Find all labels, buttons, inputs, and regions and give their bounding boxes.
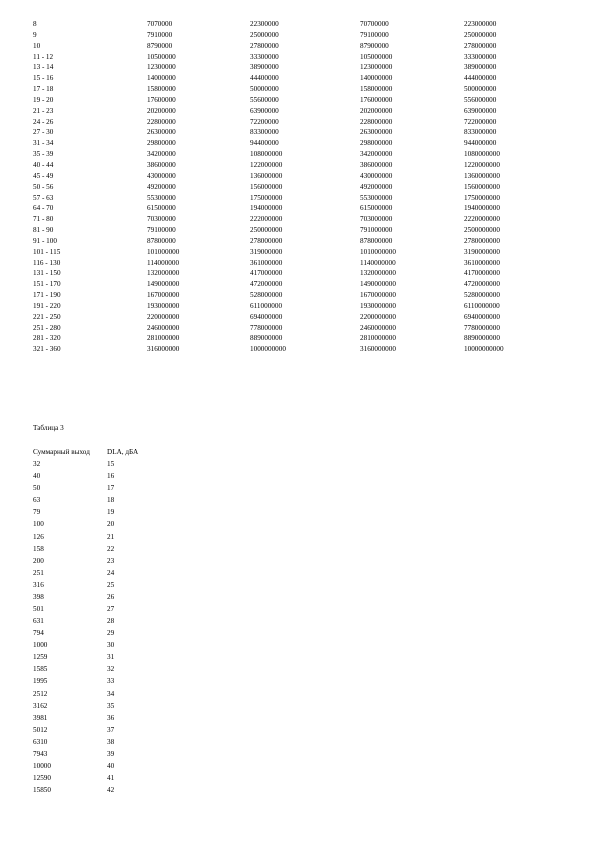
table-row <box>33 760 147 772</box>
table-row <box>33 268 544 279</box>
total-output-cell: 1995 <box>33 677 48 686</box>
range-cell: 191 - 220 <box>33 301 61 310</box>
range-cell: 40 - 44 <box>33 160 54 169</box>
value-cell: 87900000 <box>360 41 389 50</box>
value-cell: 316000000 <box>147 345 180 354</box>
table-row <box>33 531 147 543</box>
value-cell: 4720000000 <box>464 280 500 289</box>
table-row <box>33 470 147 482</box>
range-cell: 101 - 115 <box>33 247 61 256</box>
table-row <box>33 312 544 323</box>
range-cell: 91 - 100 <box>33 236 57 245</box>
table-row <box>33 149 544 160</box>
table-row <box>33 579 147 591</box>
range-cell: 24 - 26 <box>33 117 54 126</box>
value-cell: 500000000 <box>464 85 497 94</box>
value-cell: 722000000 <box>464 117 497 126</box>
value-cell: 223000000 <box>464 20 497 28</box>
total-output-cell: 7943 <box>33 749 48 758</box>
value-cell: 72200000 <box>250 117 279 126</box>
value-cell: 14000000 <box>147 74 176 83</box>
value-cell: 361000000 <box>250 258 283 267</box>
total-output-cell: 200 <box>33 556 44 565</box>
value-cell: 250000000 <box>464 30 497 39</box>
value-cell: 615000000 <box>360 204 393 213</box>
value-cell: 278000000 <box>250 236 283 245</box>
table-row <box>33 160 544 171</box>
dla-cell: 37 <box>107 725 115 734</box>
dla-cell: 26 <box>107 592 115 601</box>
range-cell: 8 <box>33 20 37 28</box>
total-output-cell: 1259 <box>33 653 48 662</box>
table-row <box>33 193 544 204</box>
value-cell: 5280000000 <box>464 291 500 300</box>
value-cell: 342000000 <box>360 150 393 159</box>
value-cell: 167000000 <box>147 291 180 300</box>
value-cell: 6940000000 <box>464 312 500 321</box>
value-cell: 333000000 <box>464 52 497 61</box>
dla-cell: 31 <box>107 653 115 662</box>
value-cell: 220000000 <box>147 312 180 321</box>
table-row <box>33 615 147 627</box>
table-row <box>33 700 147 712</box>
table-row <box>33 62 544 73</box>
value-cell: 55300000 <box>147 193 176 202</box>
total-output-cell: 316 <box>33 580 44 589</box>
value-cell: 3610000000 <box>464 258 500 267</box>
value-cell: 140000000 <box>360 74 393 83</box>
value-cell: 1490000000 <box>360 280 396 289</box>
table-row <box>33 95 544 106</box>
value-cell: 44400000 <box>250 74 279 83</box>
value-cell: 2460000000 <box>360 323 396 332</box>
table-row <box>33 323 544 334</box>
value-cell: 1000000000 <box>250 345 286 354</box>
range-cell: 9 <box>33 30 37 39</box>
dla-cell: 34 <box>107 689 115 698</box>
value-cell: 27800000 <box>250 41 279 50</box>
total-output-cell: 12590 <box>33 774 51 783</box>
value-cell: 2220000000 <box>464 215 500 224</box>
total-output-cell: 63 <box>33 496 41 505</box>
value-cell: 833000000 <box>464 128 497 137</box>
dla-cell: 20 <box>107 520 115 529</box>
value-cell: 105000000 <box>360 52 393 61</box>
table-row <box>33 518 147 530</box>
dla-cell: 27 <box>107 605 115 614</box>
range-cell: 10 <box>33 41 41 50</box>
value-cell: 10000000000 <box>464 345 504 354</box>
dla-cell: 39 <box>107 749 115 758</box>
value-cell: 61500000 <box>147 204 176 213</box>
table-row <box>33 117 544 128</box>
range-cell: 64 - 70 <box>33 204 54 213</box>
dla-cell: 19 <box>107 508 115 517</box>
range-cell: 81 - 90 <box>33 226 54 235</box>
table-row <box>33 290 544 301</box>
value-cell: 611000000 <box>250 301 283 310</box>
value-cell: 2500000000 <box>464 226 500 235</box>
table-row <box>33 41 544 52</box>
table-row <box>33 506 147 518</box>
table-row <box>33 784 147 796</box>
value-cell: 319000000 <box>250 247 283 256</box>
range-cell: 116 - 130 <box>33 258 61 267</box>
value-cell: 38600000 <box>147 160 176 169</box>
value-cell: 778000000 <box>250 323 283 332</box>
value-cell: 8890000000 <box>464 334 500 343</box>
value-cell: 70700000 <box>360 20 389 28</box>
value-cell: 8790000 <box>147 41 173 50</box>
value-cell: 70300000 <box>147 215 176 224</box>
total-output-cell: 5012 <box>33 725 48 734</box>
table-row <box>33 73 544 84</box>
value-cell: 281000000 <box>147 334 180 343</box>
value-cell: 472000000 <box>250 280 283 289</box>
value-cell: 246000000 <box>147 323 180 332</box>
table-row <box>33 591 147 603</box>
range-cell: 221 - 250 <box>33 312 61 321</box>
value-cell: 694000000 <box>250 312 283 321</box>
range-cell: 45 - 49 <box>33 171 54 180</box>
total-output-cell: 398 <box>33 592 44 601</box>
value-cell: 278000000 <box>464 41 497 50</box>
value-cell: 2810000000 <box>360 334 396 343</box>
value-cell: 29800000 <box>147 139 176 148</box>
value-cell: 83300000 <box>250 128 279 137</box>
value-cell: 22800000 <box>147 117 176 126</box>
table-row <box>33 214 544 225</box>
table-row <box>33 333 544 344</box>
dla-cell: 40 <box>107 762 115 771</box>
total-output-cell: 10000 <box>33 762 51 771</box>
dla-cell: 42 <box>107 786 115 795</box>
value-cell: 1750000000 <box>464 193 500 202</box>
table-row <box>33 203 544 214</box>
range-cell: 151 - 170 <box>33 280 61 289</box>
values-table <box>33 19 544 355</box>
value-cell: 12300000 <box>147 63 176 72</box>
total-output-cell: 100 <box>33 520 44 529</box>
total-output-cell: 501 <box>33 605 44 614</box>
dla-cell: 25 <box>107 580 115 589</box>
header-dla-dba: DLA, дБА <box>107 448 139 456</box>
value-cell: 50000000 <box>250 85 279 94</box>
level-table <box>33 446 147 796</box>
value-cell: 878000000 <box>360 236 393 245</box>
total-output-cell: 794 <box>33 629 44 638</box>
table-row <box>33 225 544 236</box>
table-row <box>33 138 544 149</box>
range-cell: 57 - 63 <box>33 193 54 202</box>
range-cell: 19 - 20 <box>33 95 54 104</box>
value-cell: 222000000 <box>250 215 283 224</box>
total-output-cell: 40 <box>33 472 41 481</box>
dla-cell: 33 <box>107 677 115 686</box>
value-cell: 55600000 <box>250 95 279 104</box>
range-cell: 321 - 360 <box>33 345 61 354</box>
dla-cell: 32 <box>107 665 115 674</box>
table-row <box>33 675 147 687</box>
value-cell: 417000000 <box>250 269 283 278</box>
total-output-cell: 631 <box>33 617 44 626</box>
value-cell: 1360000000 <box>464 171 500 180</box>
value-cell: 20200000 <box>147 106 176 115</box>
total-output-cell: 32 <box>33 460 41 469</box>
dla-cell: 28 <box>107 617 115 626</box>
value-cell: 1140000000 <box>360 258 396 267</box>
value-cell: 158000000 <box>360 85 393 94</box>
table-row <box>33 30 544 41</box>
value-cell: 528000000 <box>250 291 283 300</box>
range-cell: 21 - 23 <box>33 106 54 115</box>
value-cell: 94400000 <box>250 139 279 148</box>
range-cell: 131 - 150 <box>33 269 61 278</box>
table-row <box>33 482 147 494</box>
value-cell: 175000000 <box>250 193 283 202</box>
dla-cell: 41 <box>107 774 115 783</box>
total-output-cell: 251 <box>33 568 44 577</box>
value-cell: 1010000000 <box>360 247 396 256</box>
value-cell: 101000000 <box>147 247 180 256</box>
value-cell: 2780000000 <box>464 236 500 245</box>
total-output-cell: 126 <box>33 532 44 541</box>
value-cell: 1930000000 <box>360 301 396 310</box>
value-cell: 889000000 <box>250 334 283 343</box>
value-cell: 7910000 <box>147 30 173 39</box>
range-cell: 281 - 320 <box>33 334 61 343</box>
total-output-cell: 6310 <box>33 737 48 746</box>
value-cell: 34200000 <box>147 150 176 159</box>
value-cell: 3160000000 <box>360 345 396 354</box>
range-cell: 31 - 34 <box>33 139 54 148</box>
value-cell: 176000000 <box>360 95 393 104</box>
dla-cell: 18 <box>107 496 115 505</box>
header-total-output: Суммарный выход <box>33 448 90 456</box>
value-cell: 3190000000 <box>464 247 500 256</box>
table-row <box>33 301 544 312</box>
total-output-cell: 1000 <box>33 641 48 650</box>
total-output-cell: 3981 <box>33 713 48 722</box>
level-table-body <box>33 458 147 796</box>
values-table-body <box>33 19 544 355</box>
dla-cell: 29 <box>107 629 115 638</box>
range-cell: 15 - 16 <box>33 74 54 83</box>
dla-cell: 21 <box>107 532 115 541</box>
value-cell: 1670000000 <box>360 291 396 300</box>
value-cell: 202000000 <box>360 106 393 115</box>
table-row <box>33 651 147 663</box>
table-row <box>33 458 147 470</box>
value-cell: 10500000 <box>147 52 176 61</box>
table-row <box>33 688 147 700</box>
value-cell: 26300000 <box>147 128 176 137</box>
value-cell: 6110000000 <box>464 301 500 310</box>
value-cell: 389000000 <box>464 63 497 72</box>
value-cell: 430000000 <box>360 171 393 180</box>
dla-cell: 36 <box>107 713 115 722</box>
value-cell: 250000000 <box>250 226 283 235</box>
dla-cell: 22 <box>107 544 115 553</box>
table-row <box>33 494 147 506</box>
value-cell: 444000000 <box>464 74 497 83</box>
table-3-caption: Таблица 3 <box>33 424 64 432</box>
range-cell: 11 - 12 <box>33 52 54 61</box>
value-cell: 263000000 <box>360 128 393 137</box>
value-cell: 556000000 <box>464 95 497 104</box>
value-cell: 4170000000 <box>464 269 500 278</box>
value-cell: 639000000 <box>464 106 497 115</box>
table-row <box>33 736 147 748</box>
value-cell: 122000000 <box>250 160 283 169</box>
value-cell: 149000000 <box>147 280 180 289</box>
table-row <box>33 639 147 651</box>
table-row <box>33 106 544 117</box>
dla-cell: 15 <box>107 460 115 469</box>
total-output-cell: 1585 <box>33 665 48 674</box>
value-cell: 63900000 <box>250 106 279 115</box>
value-cell: 25000000 <box>250 30 279 39</box>
table-row <box>33 258 544 269</box>
table-row <box>33 748 147 760</box>
dla-cell: 24 <box>107 568 115 577</box>
table-row <box>33 236 544 247</box>
table-row <box>33 663 147 675</box>
value-cell: 7070000 <box>147 20 173 28</box>
value-cell: 7780000000 <box>464 323 500 332</box>
value-cell: 15800000 <box>147 85 176 94</box>
table-row <box>33 247 544 258</box>
range-cell: 17 - 18 <box>33 85 54 94</box>
value-cell: 298000000 <box>360 139 393 148</box>
value-cell: 492000000 <box>360 182 393 191</box>
dla-cell: 30 <box>107 641 115 650</box>
total-output-cell: 3162 <box>33 701 48 710</box>
value-cell: 43000000 <box>147 171 176 180</box>
value-cell: 1220000000 <box>464 160 500 169</box>
total-output-cell: 2512 <box>33 689 48 698</box>
value-cell: 87800000 <box>147 236 176 245</box>
value-cell: 136000000 <box>250 171 283 180</box>
value-cell: 1940000000 <box>464 204 500 213</box>
value-cell: 17600000 <box>147 95 176 104</box>
value-cell: 22300000 <box>250 20 279 28</box>
value-cell: 132000000 <box>147 269 180 278</box>
value-cell: 2200000000 <box>360 312 396 321</box>
range-cell: 251 - 280 <box>33 323 61 332</box>
table-row <box>33 567 147 579</box>
table-row <box>33 724 147 736</box>
range-cell: 13 - 14 <box>33 63 54 72</box>
table-row <box>33 171 544 182</box>
value-cell: 386000000 <box>360 160 393 169</box>
value-cell: 156000000 <box>250 182 283 191</box>
table-row <box>33 127 544 138</box>
value-cell: 38900000 <box>250 63 279 72</box>
value-cell: 553000000 <box>360 193 393 202</box>
range-cell: 171 - 190 <box>33 291 61 300</box>
table-row <box>33 84 544 95</box>
table-row <box>33 543 147 555</box>
table-row <box>33 555 147 567</box>
table-row <box>33 279 544 290</box>
value-cell: 1560000000 <box>464 182 500 191</box>
total-output-cell: 79 <box>33 508 41 517</box>
value-cell: 703000000 <box>360 215 393 224</box>
table-row <box>33 603 147 615</box>
value-cell: 194000000 <box>250 204 283 213</box>
table-row <box>33 52 544 63</box>
value-cell: 79100000 <box>147 226 176 235</box>
table-row <box>33 712 147 724</box>
dla-cell: 16 <box>107 472 115 481</box>
total-output-cell: 50 <box>33 484 41 493</box>
value-cell: 123000000 <box>360 63 393 72</box>
table-row <box>33 182 544 193</box>
total-output-cell: 158 <box>33 544 44 553</box>
dla-cell: 17 <box>107 484 115 493</box>
dla-cell: 35 <box>107 701 115 710</box>
value-cell: 79100000 <box>360 30 389 39</box>
table-row <box>33 19 544 30</box>
value-cell: 1080000000 <box>464 150 500 159</box>
range-cell: 71 - 80 <box>33 215 54 224</box>
value-cell: 944000000 <box>464 139 497 148</box>
range-cell: 27 - 30 <box>33 128 54 137</box>
value-cell: 228000000 <box>360 117 393 126</box>
total-output-cell: 15850 <box>33 786 51 795</box>
value-cell: 49200000 <box>147 182 176 191</box>
value-cell: 791000000 <box>360 226 393 235</box>
range-cell: 50 - 56 <box>33 182 54 191</box>
table-row <box>33 627 147 639</box>
value-cell: 114000000 <box>147 258 180 267</box>
table-row <box>33 772 147 784</box>
value-cell: 108000000 <box>250 150 283 159</box>
range-cell: 35 - 39 <box>33 150 54 159</box>
value-cell: 33300000 <box>250 52 279 61</box>
value-cell: 193000000 <box>147 301 180 310</box>
dla-cell: 38 <box>107 737 115 746</box>
value-cell: 1320000000 <box>360 269 396 278</box>
level-table-header-row <box>33 446 147 458</box>
dla-cell: 23 <box>107 556 115 565</box>
table-row <box>33 344 544 355</box>
